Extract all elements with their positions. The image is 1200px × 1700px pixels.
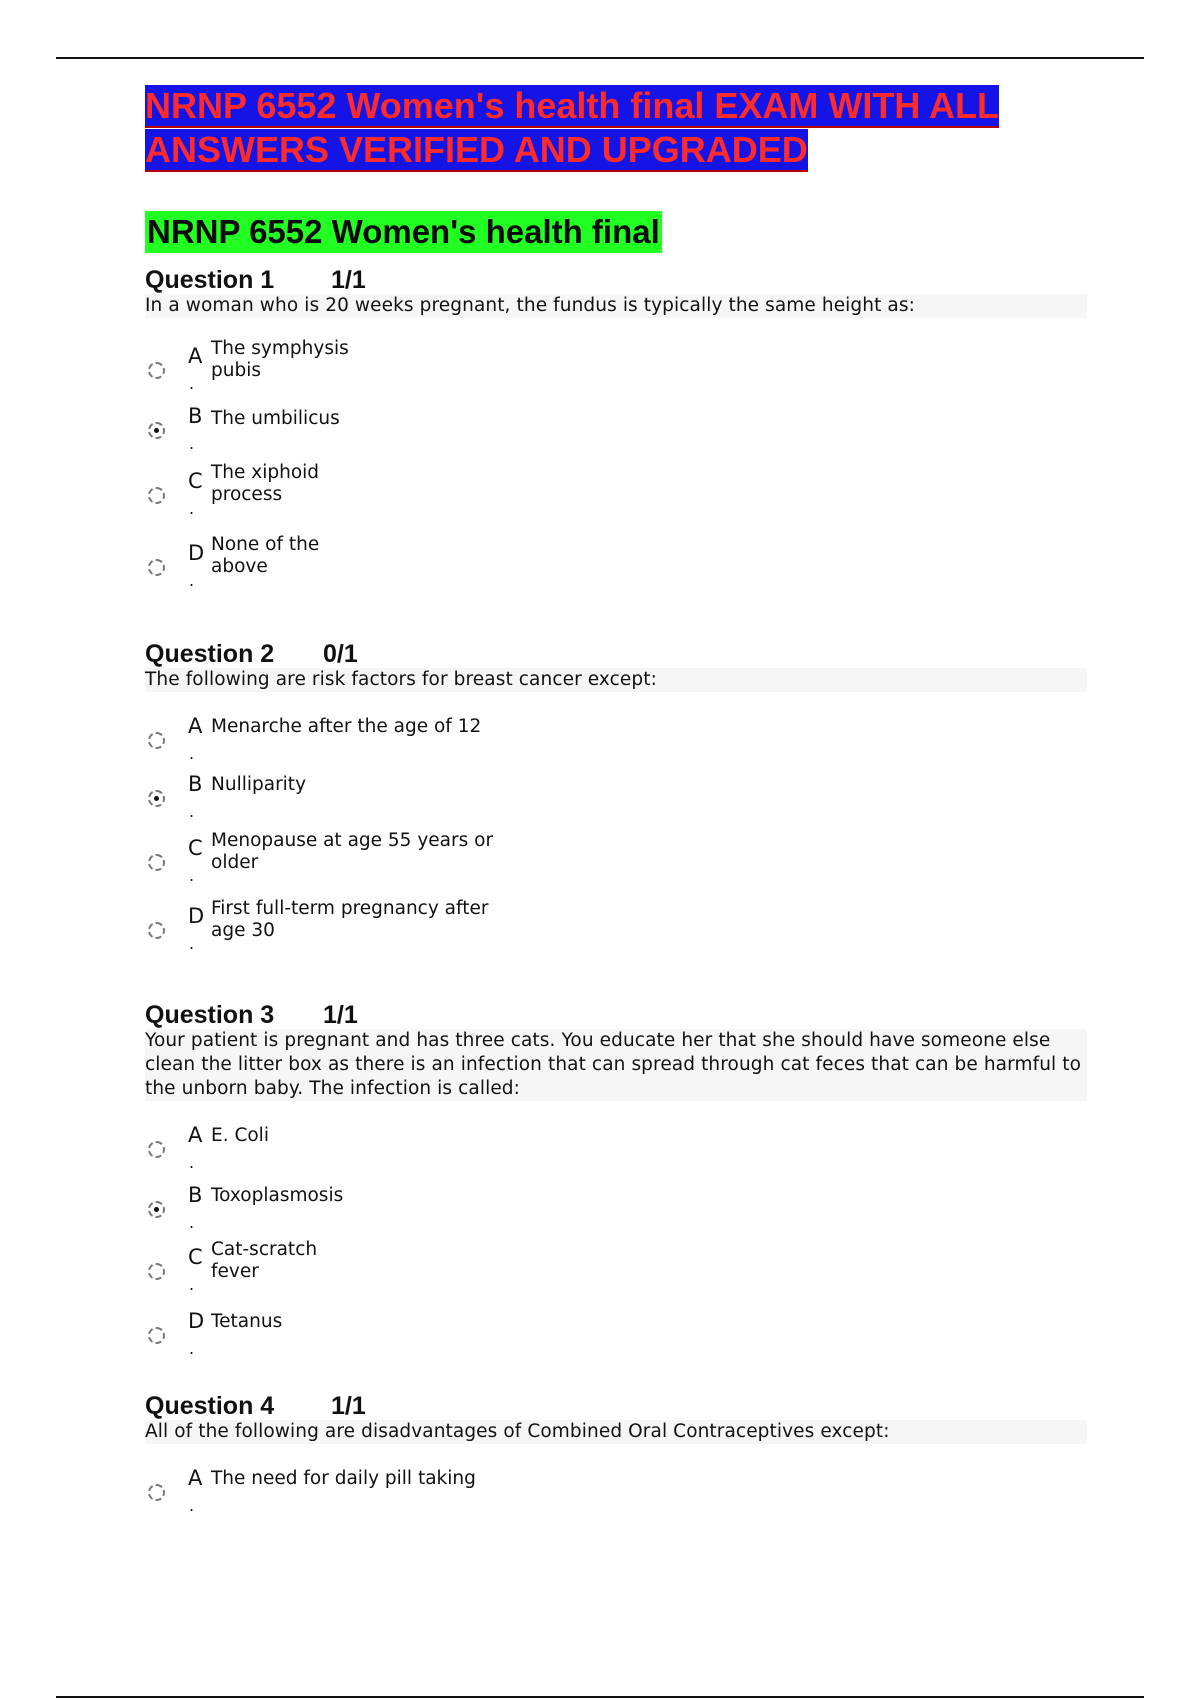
option-dot: . <box>189 1339 195 1358</box>
question-header <box>145 1392 1087 1420</box>
option-text: The symphysis pubis <box>211 338 349 381</box>
question-label: Question 3 <box>145 1001 275 1029</box>
document-subtitle: NRNP 6552 Women's health final <box>145 211 662 253</box>
radio-button[interactable] <box>148 854 165 871</box>
option-dot: . <box>189 434 195 453</box>
option-a[interactable] <box>145 1468 1087 1528</box>
option-dot: . <box>189 374 195 393</box>
option-c[interactable] <box>145 830 1087 904</box>
option-text: Nulliparity <box>211 774 307 795</box>
radio-button-selected[interactable] <box>148 790 165 807</box>
option-text: Cat-scratch fever <box>211 1239 318 1282</box>
radio-button[interactable] <box>148 1484 165 1501</box>
question-text: In a woman who is 20 weeks pregnant, the fundus is typically the same height as: <box>145 294 1087 318</box>
document-title <box>145 84 1095 172</box>
radio-button[interactable] <box>148 559 165 576</box>
question-3 <box>145 1001 1087 1369</box>
option-dot: . <box>189 1496 195 1515</box>
question-score: 1/1 <box>331 1392 366 1420</box>
radio-button[interactable] <box>148 1263 165 1280</box>
top-rule <box>56 57 1144 59</box>
option-b[interactable] <box>145 406 1087 466</box>
option-dot: . <box>189 802 195 821</box>
option-text: First full-term pregnancy after age 30 <box>211 898 489 941</box>
question-header <box>145 640 1087 668</box>
radio-button-selected[interactable] <box>148 422 165 439</box>
option-dot: . <box>189 934 195 953</box>
question-score: 0/1 <box>323 640 358 668</box>
option-text: Toxoplasmosis <box>211 1185 344 1206</box>
radio-button[interactable] <box>148 732 165 749</box>
question-label: Question 2 <box>145 640 275 668</box>
option-text: The need for daily pill taking <box>211 1468 476 1489</box>
option-b[interactable] <box>145 774 1087 830</box>
option-letter: C <box>188 836 203 860</box>
option-letter: D <box>188 904 205 928</box>
option-text: Menarche after the age of 12 <box>211 716 482 737</box>
option-c[interactable] <box>145 1239 1087 1311</box>
option-dot: . <box>189 571 195 590</box>
radio-button[interactable] <box>148 487 165 504</box>
option-c[interactable] <box>145 462 1087 538</box>
option-letter: B <box>188 1183 203 1207</box>
question-label: Question 1 <box>145 266 275 294</box>
option-letter: D <box>188 541 205 565</box>
option-letter: D <box>188 1309 205 1333</box>
question-text: The following are risk factors for breast cancer except: <box>145 668 1087 692</box>
option-letter: B <box>188 404 203 428</box>
option-letter: B <box>188 772 203 796</box>
option-a[interactable] <box>145 716 1087 774</box>
question-score: 1/1 <box>331 266 366 294</box>
option-a[interactable] <box>145 338 1087 406</box>
option-dot: . <box>189 1275 195 1294</box>
radio-button[interactable] <box>148 922 165 939</box>
radio-button[interactable] <box>148 1327 165 1344</box>
option-dot: . <box>189 744 195 763</box>
question-score: 1/1 <box>323 1001 358 1029</box>
radio-button[interactable] <box>148 1141 165 1158</box>
question-4 <box>145 1392 1087 1528</box>
bottom-rule <box>56 1696 1144 1698</box>
option-d[interactable] <box>145 1311 1087 1369</box>
radio-button[interactable] <box>148 362 165 379</box>
option-text: None of the above <box>211 534 320 577</box>
option-dot: . <box>189 1213 195 1232</box>
option-text: The xiphoid process <box>211 462 320 505</box>
option-text: The umbilicus <box>211 408 340 429</box>
option-dot: . <box>189 866 195 885</box>
option-text: E. Coli <box>211 1125 269 1146</box>
question-text: Your patient is pregnant and has three cats. You educate her that she should have someone else clean the litter box as there is an infection that can spread through cat feces that can be harmful to the unborn baby. The infection is called: <box>145 1029 1087 1101</box>
option-dot: . <box>189 1153 195 1172</box>
option-b[interactable] <box>145 1185 1087 1243</box>
document-title-line-2: ANSWERS VERIFIED AND UPGRADED <box>145 129 808 170</box>
question-text: All of the following are disadvantages of Combined Oral Contraceptives except: <box>145 1420 1087 1444</box>
question-1 <box>145 266 1087 598</box>
question-header <box>145 266 1087 294</box>
option-letter: A <box>188 1466 203 1490</box>
option-d[interactable] <box>145 534 1087 598</box>
question-label: Question 4 <box>145 1392 275 1420</box>
question-2 <box>145 640 1087 964</box>
option-text: Tetanus <box>211 1311 283 1332</box>
document-title-line-1: NRNP 6552 Women's health final EXAM WITH ALL <box>145 85 1000 126</box>
question-header <box>145 1001 1087 1029</box>
option-letter: A <box>188 1123 203 1147</box>
option-letter: A <box>188 714 203 738</box>
option-letter: A <box>188 344 203 368</box>
radio-button-selected[interactable] <box>148 1201 165 1218</box>
option-letter: C <box>188 469 203 493</box>
option-text: Menopause at age 55 years or older <box>211 830 494 873</box>
option-dot: . <box>189 499 195 518</box>
option-a[interactable] <box>145 1125 1087 1185</box>
option-letter: C <box>188 1245 203 1269</box>
option-d[interactable] <box>145 898 1087 964</box>
